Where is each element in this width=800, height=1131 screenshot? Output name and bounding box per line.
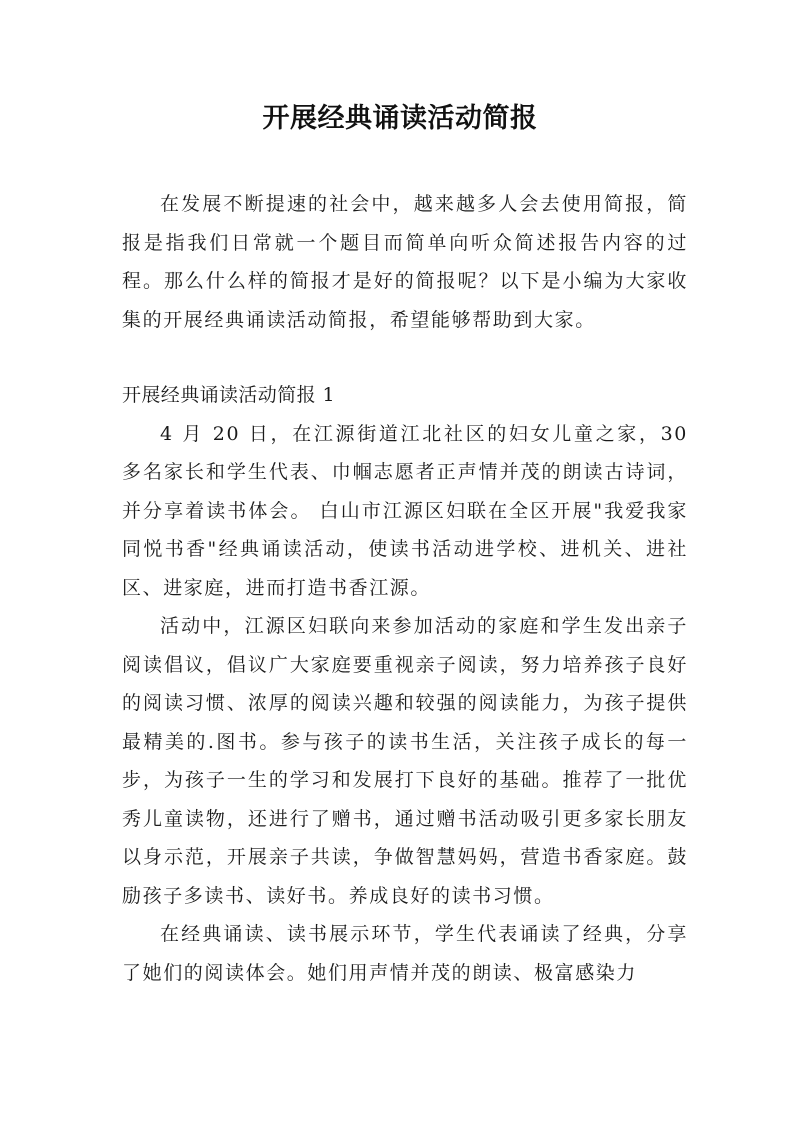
section-paragraph-3: 在经典诵读、读书展示环节，学生代表诵读了经典，分享了她们的阅读体会。她们用声情并茂的朗读、极富感染力 — [122, 923, 688, 984]
section-paragraph-1: 4 月 20 日，在江源街道江北社区的妇女儿童之家，30 多名家长和学生代表、巾帼志愿者正声情并茂的朗读古诗词，并分享着读书体会。 白山市江源区妇联在全区开展"我爱我家 同悦书香"经典诵读活动，使读书活动进学校、进机关、进社区、进家庭，进而打造书香江源。 — [122, 422, 688, 599]
report-section — [122, 376, 688, 992]
document-title: 开展经典诵读活动简报 — [262, 103, 538, 134]
intro-text-block — [122, 185, 688, 339]
section-heading: 开展经典诵读活动简报 1 — [122, 384, 335, 406]
intro-paragraph: 在发展不断提速的社会中，越来越多人会去使用简报，简报是指我们日常就一个题目而简单向听众简述报告内容的过程。那么什么样的简报才是好的简报呢？以下是小编为大家收集的开展经典诵读活动简报，希望能够帮助到大家。 — [122, 193, 688, 331]
section-paragraph-2: 活动中，江源区妇联向来参加活动的家庭和学生发出亲子阅读倡议，倡议广大家庭要重视亲子阅读，努力培养孩子良好的阅读习惯、浓厚的阅读兴趣和较强的阅读能力，为孩子提供最精美的.图书。参与孩子的读书生活，关注孩子成长的每一步，为孩子一生的学习和发展打下良好的基础。推荐了一批优秀儿童读物，还进行了赠书，通过赠书活动吸引更多家长朋友以身示范，开展亲子共读，争做智慧妈妈，营造书香家庭。鼓励孩子多读书、读好书。养成良好的读书习惯。 — [122, 615, 688, 907]
